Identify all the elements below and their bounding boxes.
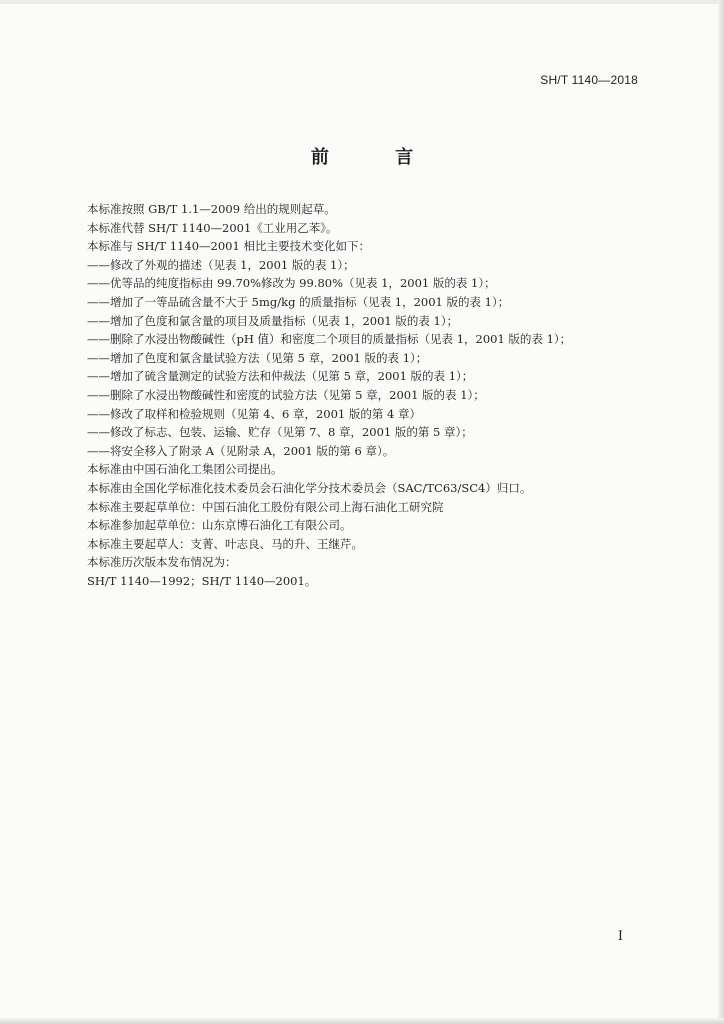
- list-item: ——增加了色度和氯含量试验方法（见第 5 章，2001 版的表 1）；: [87, 350, 428, 365]
- text-line: 本标准代替 SH/T 1140—2001《工业用乙苯》。: [87, 220, 338, 235]
- text-line: SH/T 1140—1992；SH/T 1140—2001。: [87, 573, 317, 588]
- list-item: ——修改了标志、包装、运输、贮存（见第 7、8 章，2001 版的第 5 章）；: [87, 425, 473, 440]
- text-line: 本标准参加起草单位：山东京博石油化工有限公司。: [87, 518, 352, 533]
- list-item: ——增加了色度和氯含量的项目及质量指标（见表 1，2001 版的表 1）；: [87, 313, 459, 328]
- list-item: ——增加了硫含量测定的试验方法和仲裁法（见第 5 章，2001 版的表 1）；: [87, 369, 474, 384]
- page-bottom-edge: [0, 1018, 724, 1024]
- list-item: ——修改了取样和检验规则（见第 4、6 章，2001 版的第 4 章）: [87, 406, 421, 421]
- text-line: 本标准历次版本发布情况为：: [87, 555, 237, 570]
- foreword-body: [87, 200, 647, 590]
- standard-code-header: SH/T 1140—2018: [540, 73, 638, 87]
- list-item: ——修改了外观的描述（见表 1，2001 版的表 1）；: [87, 257, 355, 272]
- text-line: 本标准与 SH/T 1140—2001 相比主要技术变化如下：: [87, 239, 370, 254]
- page-top-edge: [0, 0, 724, 4]
- list-item: ——优等品的纯度指标由 99.70%修改为 99.80%（见表 1，2001 版的表 1）；: [87, 276, 496, 291]
- list-item: ——删除了水浸出物酸碱性（pH 值）和密度二个项目的质量指标（见表 1，2001 版的表 1）；: [87, 332, 572, 347]
- list-item: ——将安全移入了附录 A（见附录 A，2001 版的第 6 章）。: [87, 443, 395, 458]
- text-line: 本标准由中国石油化工集团公司提出。: [87, 462, 283, 477]
- list-item: ——删除了水浸出物酸碱性和密度的试验方法（见第 5 章，2001 版的表 1）；: [87, 387, 485, 402]
- page-number: I: [617, 929, 623, 944]
- page-title: 前 言: [310, 147, 444, 168]
- text-line: 本标准主要起草人：支菁、叶志良、马的升、王继芹。: [87, 536, 363, 551]
- text-line: 本标准按照 GB/T 1.1—2009 给出的规则起草。: [87, 202, 336, 216]
- text-line: 本标准由全国化学标准化技术委员会石油化学分技术委员会（SAC/TC63/SC4）归口。: [87, 480, 532, 495]
- text-line: 本标准主要起草单位：中国石油化工股份有限公司上海石油化工研究院: [87, 499, 444, 514]
- list-item: ——增加了一等品硫含量不大于 5mg/kg 的质量指标（见表 1，2001 版的表 1）；: [87, 294, 510, 309]
